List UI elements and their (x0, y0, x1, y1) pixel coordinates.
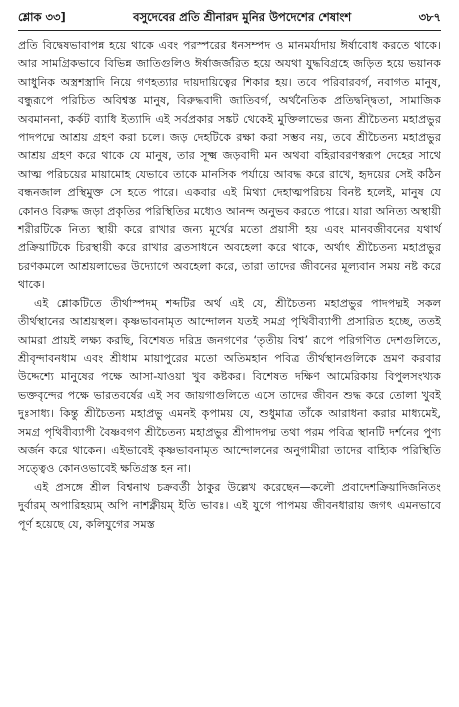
paragraph: প্রতি বিদ্বেষভাবাপন্ন হয়ে থাকে এবং পরস্পরের ধনসম্পদ ও মানমর্যাদায় ঈর্ষাবোধ করতে থাকে। আর সামগ্রিকভাবে বিভিন্ন জাতিগুলিও ঈর্ষাজর্জরিত হয়ে অযথা যুদ্ধবিগ্রহে জড়িত হয়ে ভয়ানক আধুনিক অস্ত্রশস্ত্রাদি নিয়ে গণহত্যার দায়দায়িত্বের শিকার হয়। তবে পরিবারবর্গ, নবাগত মানুষ, বন্ধুরূপে পরিচিত অবিশ্বস্ত মানুষ, বিরুদ্ধবাদী জাতিবর্গ, অর্থনৈতিক প্রতিদ্বন্দ্বিতা, সামাজিক অবমাননা, কর্কট ব্যাধি ইত্যাদি এই সর্বপ্রকার সঙ্কট থেকেই মুক্তিলাভের জন্য শ্রীচৈতন্য মহাপ্রভুর পাদপদ্মে আশ্রয় গ্রহণ করা চলে। জড় দেহটিকে রক্ষা করা সম্ভব নয়, তবে শ্রীচৈতন্য মহাপ্রভুর আশ্রয় গ্রহণ করে থাকে যে মানুষ, তার সূক্ষ্ম জড়বাদী মন অথবা বহিরাবরণস্বরূপ দেহের সাথে আত্ম পরিচয়ের মায়ামোহ যেভাবে তাকে মানসিক পর্যায়ে আবদ্ধ করে রাখে, হৃদয়ের সেই কঠিন বন্ধনজাল প্রস্থিমুক্ত সে হতে পারে। একবার এই মিথ্যা দেহাত্মপরিচয় বিনষ্ট হলেই, মানুষ যে কোনও বিরুদ্ধ জড়া প্রকৃতির পরিস্থিতির মধ্যেও আনন্দ অনুভব করতে পারে। যারা অনিত্য অস্থায়ী শরীরটিকে নিত্য স্থায়ী করে রাখার জন্য মূর্খের মতো প্রয়াসী হয় এবং মানবজীবনের যথার্থ প্রক্রিয়াটিকে চিরস্থায়ী করে রাখার ব্রতসাধনে অবহেলা করে থাকে, অর্থাৎ শ্রীচৈতন্য মহাপ্রভুর চরণকমলে আশ্রয়লাভের উদ্যোগে অবহেলা করে, তারা তাদের জীবনের মূল্যবান সময় নষ্ট করে থাকে। (18, 39, 441, 292)
verse-reference: শ্লোক ৩৩] (18, 9, 66, 24)
page-number: ৩৮৭ (418, 9, 441, 24)
header-rule (18, 30, 441, 31)
paragraph: এই শ্লোকটিতে তীর্থাস্পদম্ শব্দটির অর্থ এই যে, শ্রীচৈতন্য মহাপ্রভুর পাদপদ্মই সকল তীর্থস্থানের আশ্রয়স্থল। কৃষ্ণভাবনামৃত আন্দোলন যতই সমগ্র পৃথিবীব্যাপী প্রসারিত হচ্ছে, ততই আমরা প্রায়ই লক্ষ্য করছি, বিশেষত দরিদ্র জনগণের ‘তৃতীয় বিশ্ব’ রূপে পরিগণিত দেশগুলিতে, শ্রীবৃন্দাবনধাম এবং শ্রীধাম মায়াপুরের মতো অতিমহান পবিত্র তীর্থস্থানগুলিকে ভ্রমণ করবার উদ্দেশ্যে মানুষের পক্ষে আসা-যাওয়া খুব কষ্টকর। বিশেষত দক্ষিণ আমেরিকায় বিপুলসংখ্যক ভক্তবৃন্দের পক্ষে ভারতবর্ষের এই সব জায়গাগুলিতে এসে তাদের জীবন শুদ্ধ করে তোলা খুবই দুঃসাধ্য। কিন্তু শ্রীচৈতন্য মহাপ্রভু এমনই কৃপাময় যে, শুধুমাত্র তাঁকে আরাধনা করার মাধ্যমেই, সমগ্র পৃথিবীব্যাপী বৈষ্ণবগণ শ্রীচৈতন্য মহাপ্রভুর শ্রীপাদপদ্ম তথা পরম পবিত্র স্থানটি দর্শনের পুণ্য অর্জন করে থাকেন। এইভাবেই কৃষ্ণভাবনামৃত আন্দোলনের অনুগামীরা তাদের বাহ্যিক পরিস্থিতি সত্ত্বেও কোনওভাবেই ক্ষতিগ্রস্ত হন না। (18, 296, 441, 476)
page-body (18, 37, 441, 699)
page-header (18, 8, 441, 28)
paragraph: এই প্রসঙ্গে শ্রীল বিশ্বনাথ চক্রবর্তী ঠাকুর উল্লেখ করেছেন—কলৌ প্রবাদেশক্রিয়াদিজনিতং দুর্বারম্ অপারিহয়্যম্ অপি নাশক্নীয়ম্ ইতি ভাবঃ। এই যুগে পাপময় জীবনধারায় জগৎ এমনভাবে পূর্ণ হয়েছে যে, কলিযুগের সমস্ত (18, 480, 441, 531)
chapter-title: বসুদেবের প্রতি শ্রীনারদ মুনির উপদেশের শেষাংশ (133, 9, 352, 24)
